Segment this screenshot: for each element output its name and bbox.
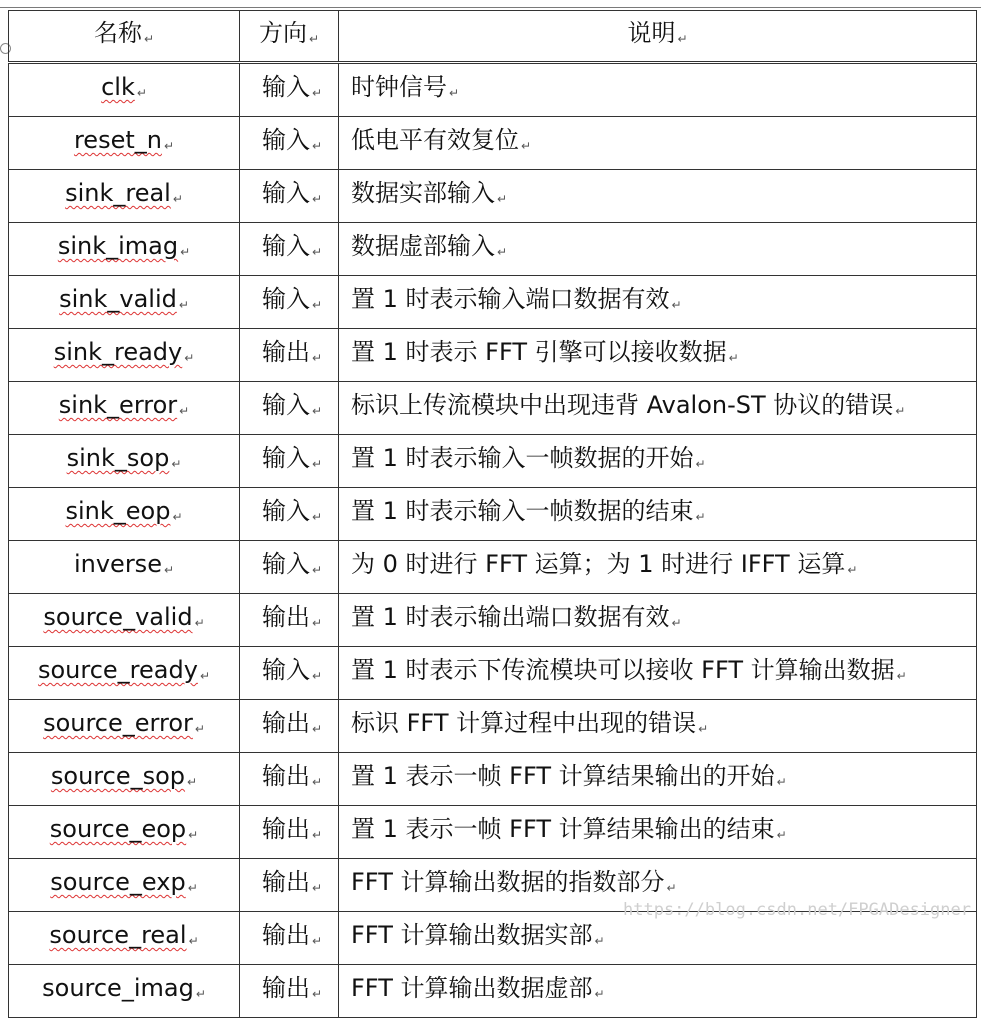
- signal-direction-cell: 输入 ↵: [240, 170, 339, 223]
- signal-description-cell: 置 1 时表示输入一帧数据的结束 ↵: [339, 488, 977, 541]
- signal-description: 时钟信号: [351, 73, 447, 101]
- signal-direction-cell: 输出 ↵: [240, 965, 339, 1018]
- signal-name-cell: source_eop ↵: [9, 806, 240, 859]
- signal-direction: 输入: [262, 550, 310, 578]
- signal-direction: 输入: [262, 73, 310, 101]
- signal-name-cell: sink_error ↵: [9, 382, 240, 435]
- signal-direction: 输入: [262, 497, 310, 525]
- signal-direction-cell: 输入 ↵: [240, 63, 339, 117]
- signal-name-cell: sink_imag ↵: [9, 223, 240, 276]
- signal-description: 数据虚部输入: [351, 232, 495, 260]
- header-description: 说明 ↵: [339, 11, 977, 63]
- signal-direction: 输出: [262, 603, 310, 631]
- signal-description-cell: 为 0 时进行 FFT 运算；为 1 时进行 IFFT 运算 ↵: [339, 541, 977, 594]
- header-direction: 方向 ↵: [240, 11, 339, 63]
- signal-name: source_eop: [49, 815, 187, 843]
- signal-direction: 输入: [262, 126, 310, 154]
- signal-description: 数据实部输入: [351, 179, 495, 207]
- signal-direction-cell: 输入 ↵: [240, 276, 339, 329]
- signal-description: FFT 计算输出数据虚部: [351, 974, 593, 1002]
- signal-name: source_real: [49, 921, 187, 949]
- signal-direction-cell: 输入 ↵: [240, 647, 339, 700]
- table-row: [9, 647, 977, 700]
- signal-name-cell: source_exp ↵: [9, 859, 240, 912]
- signal-description-cell: 标识 FFT 计算过程中出现的错误 ↵: [339, 700, 977, 753]
- signal-direction: 输出: [262, 762, 310, 790]
- signal-name: clk: [101, 73, 135, 101]
- signal-name: sink_ready: [53, 338, 183, 366]
- table-row: [9, 594, 977, 647]
- signal-direction: 输出: [262, 815, 310, 843]
- signal-name-cell: source_ready ↵: [9, 647, 240, 700]
- signal-description: 为 0 时进行 FFT 运算；为 1 时进行 IFFT 运算: [351, 550, 846, 578]
- signal-direction: 输出: [262, 338, 310, 366]
- signal-description: FFT 计算输出数据的指数部分: [351, 868, 665, 896]
- signal-name-cell: sink_eop ↵: [9, 488, 240, 541]
- signal-name-cell: source_real ↵: [9, 912, 240, 965]
- signal-direction-cell: 输出 ↵: [240, 700, 339, 753]
- table-row: [9, 488, 977, 541]
- top-divider: [0, 7, 981, 8]
- signal-description-cell: 置 1 时表示输入端口数据有效 ↵: [339, 276, 977, 329]
- table-row: [9, 223, 977, 276]
- signal-name: sink_error: [58, 391, 178, 419]
- signal-direction: 输入: [262, 285, 310, 313]
- table-row: [9, 117, 977, 170]
- signal-description-cell: 时钟信号 ↵: [339, 63, 977, 117]
- signal-name-cell: sink_real ↵: [9, 170, 240, 223]
- signal-name-cell: sink_ready ↵: [9, 329, 240, 382]
- signal-description-cell: 置 1 时表示输入一帧数据的开始 ↵: [339, 435, 977, 488]
- header-name: 名称 ↵: [9, 11, 240, 63]
- table-row: [9, 753, 977, 806]
- signal-description-cell: 标识上传流模块中出现违背 Avalon-ST 协议的错误 ↵: [339, 382, 977, 435]
- signal-description-cell: 置 1 表示一帧 FFT 计算结果输出的开始 ↵: [339, 753, 977, 806]
- table-header-row: [9, 11, 977, 63]
- signal-description-cell: 数据实部输入 ↵: [339, 170, 977, 223]
- watermark: https://blog.csdn.net/FPGADesigner: [623, 900, 971, 920]
- signal-name: sink_eop: [65, 497, 171, 525]
- signal-name: source_error: [43, 709, 193, 737]
- signal-name-cell: reset_n ↵: [9, 117, 240, 170]
- table-row: [9, 382, 977, 435]
- signal-description: 置 1 时表示输入一帧数据的开始: [351, 444, 694, 472]
- signal-direction-cell: 输出 ↵: [240, 912, 339, 965]
- table-body: [9, 63, 977, 1018]
- signal-direction-cell: 输入 ↵: [240, 435, 339, 488]
- signal-direction-cell: 输出 ↵: [240, 753, 339, 806]
- signal-direction: 输出: [262, 921, 310, 949]
- signal-name-cell: source_error ↵: [9, 700, 240, 753]
- table-row: [9, 700, 977, 753]
- signal-description: 置 1 时表示输入端口数据有效: [351, 285, 670, 313]
- signal-direction-cell: 输入 ↵: [240, 541, 339, 594]
- signal-description-cell: 置 1 时表示下传流模块可以接收 FFT 计算输出数据 ↵: [339, 647, 977, 700]
- signal-description: 置 1 时表示输入一帧数据的结束: [351, 497, 694, 525]
- signal-name: source_exp: [50, 868, 186, 896]
- signal-direction-cell: 输出 ↵: [240, 329, 339, 382]
- table-row: [9, 435, 977, 488]
- signal-name: inverse: [73, 550, 162, 578]
- signal-description-cell: FFT 计算输出数据实部 ↵: [339, 912, 977, 965]
- signal-direction: 输入: [262, 391, 310, 419]
- signal-description: 低电平有效复位: [351, 126, 519, 154]
- signal-table: [8, 10, 977, 1018]
- signal-description: 置 1 表示一帧 FFT 计算结果输出的开始: [351, 762, 775, 790]
- signal-description-cell: FFT 计算输出数据虚部 ↵: [339, 965, 977, 1018]
- signal-name-cell: inverse ↵: [9, 541, 240, 594]
- signal-direction: 输入: [262, 179, 310, 207]
- cropped-previous-line: [0, 0, 981, 8]
- signal-direction-cell: 输出 ↵: [240, 859, 339, 912]
- table-row: [9, 276, 977, 329]
- signal-description: 置 1 时表示输出端口数据有效: [351, 603, 670, 631]
- signal-name-cell: sink_valid ↵: [9, 276, 240, 329]
- signal-direction: 输出: [262, 974, 310, 1002]
- signal-name: sink_imag: [57, 232, 179, 260]
- signal-description: 标识 FFT 计算过程中出现的错误: [351, 709, 697, 737]
- signal-description-cell: 低电平有效复位 ↵: [339, 117, 977, 170]
- signal-direction-cell: 输入 ↵: [240, 223, 339, 276]
- signal-name: source_imag: [42, 974, 194, 1002]
- signal-name-cell: source_sop ↵: [9, 753, 240, 806]
- signal-description-cell: 置 1 表示一帧 FFT 计算结果输出的结束 ↵: [339, 806, 977, 859]
- signal-name: source_ready: [37, 656, 198, 684]
- signal-direction-cell: 输入 ↵: [240, 382, 339, 435]
- signal-direction: 输入: [262, 232, 310, 260]
- signal-name: source_sop: [50, 762, 186, 790]
- signal-direction-cell: 输出 ↵: [240, 594, 339, 647]
- signal-description: 置 1 时表示 FFT 引擎可以接收数据: [351, 338, 727, 366]
- signal-direction-cell: 输出 ↵: [240, 806, 339, 859]
- signal-description-cell: 数据虚部输入 ↵: [339, 223, 977, 276]
- signal-name: source_valid: [43, 603, 193, 631]
- signal-direction-cell: 输入 ↵: [240, 488, 339, 541]
- table-row: [9, 965, 977, 1018]
- signal-description: 标识上传流模块中出现违背 Avalon-ST 协议的错误: [351, 391, 894, 419]
- signal-name: sink_valid: [59, 285, 177, 313]
- table-row: [9, 170, 977, 223]
- table-row: [9, 806, 977, 859]
- signal-direction: 输入: [262, 656, 310, 684]
- signal-name: reset_n: [73, 126, 162, 154]
- signal-description: 置 1 时表示下传流模块可以接收 FFT 计算输出数据: [351, 656, 895, 684]
- signal-name-cell: source_valid ↵: [9, 594, 240, 647]
- signal-direction: 输入: [262, 444, 310, 472]
- signal-description-cell: FFT 计算输出数据的指数部分 ↵: [339, 859, 977, 912]
- table-row: [9, 541, 977, 594]
- signal-direction: 输出: [262, 709, 310, 737]
- table-row: [9, 329, 977, 382]
- signal-name-cell: clk ↵: [9, 63, 240, 117]
- table-row: [9, 63, 977, 117]
- signal-description: FFT 计算输出数据实部: [351, 921, 593, 949]
- signal-description-cell: 置 1 时表示输出端口数据有效 ↵: [339, 594, 977, 647]
- signal-direction-cell: 输入 ↵: [240, 117, 339, 170]
- signal-name-cell: sink_sop ↵: [9, 435, 240, 488]
- signal-direction: 输出: [262, 868, 310, 896]
- signal-name: sink_sop: [66, 444, 170, 472]
- signal-description: 置 1 表示一帧 FFT 计算结果输出的结束: [351, 815, 775, 843]
- signal-name: sink_real: [65, 179, 171, 207]
- signal-name-cell: source_imag ↵: [9, 965, 240, 1018]
- signal-description-cell: 置 1 时表示 FFT 引擎可以接收数据 ↵: [339, 329, 977, 382]
